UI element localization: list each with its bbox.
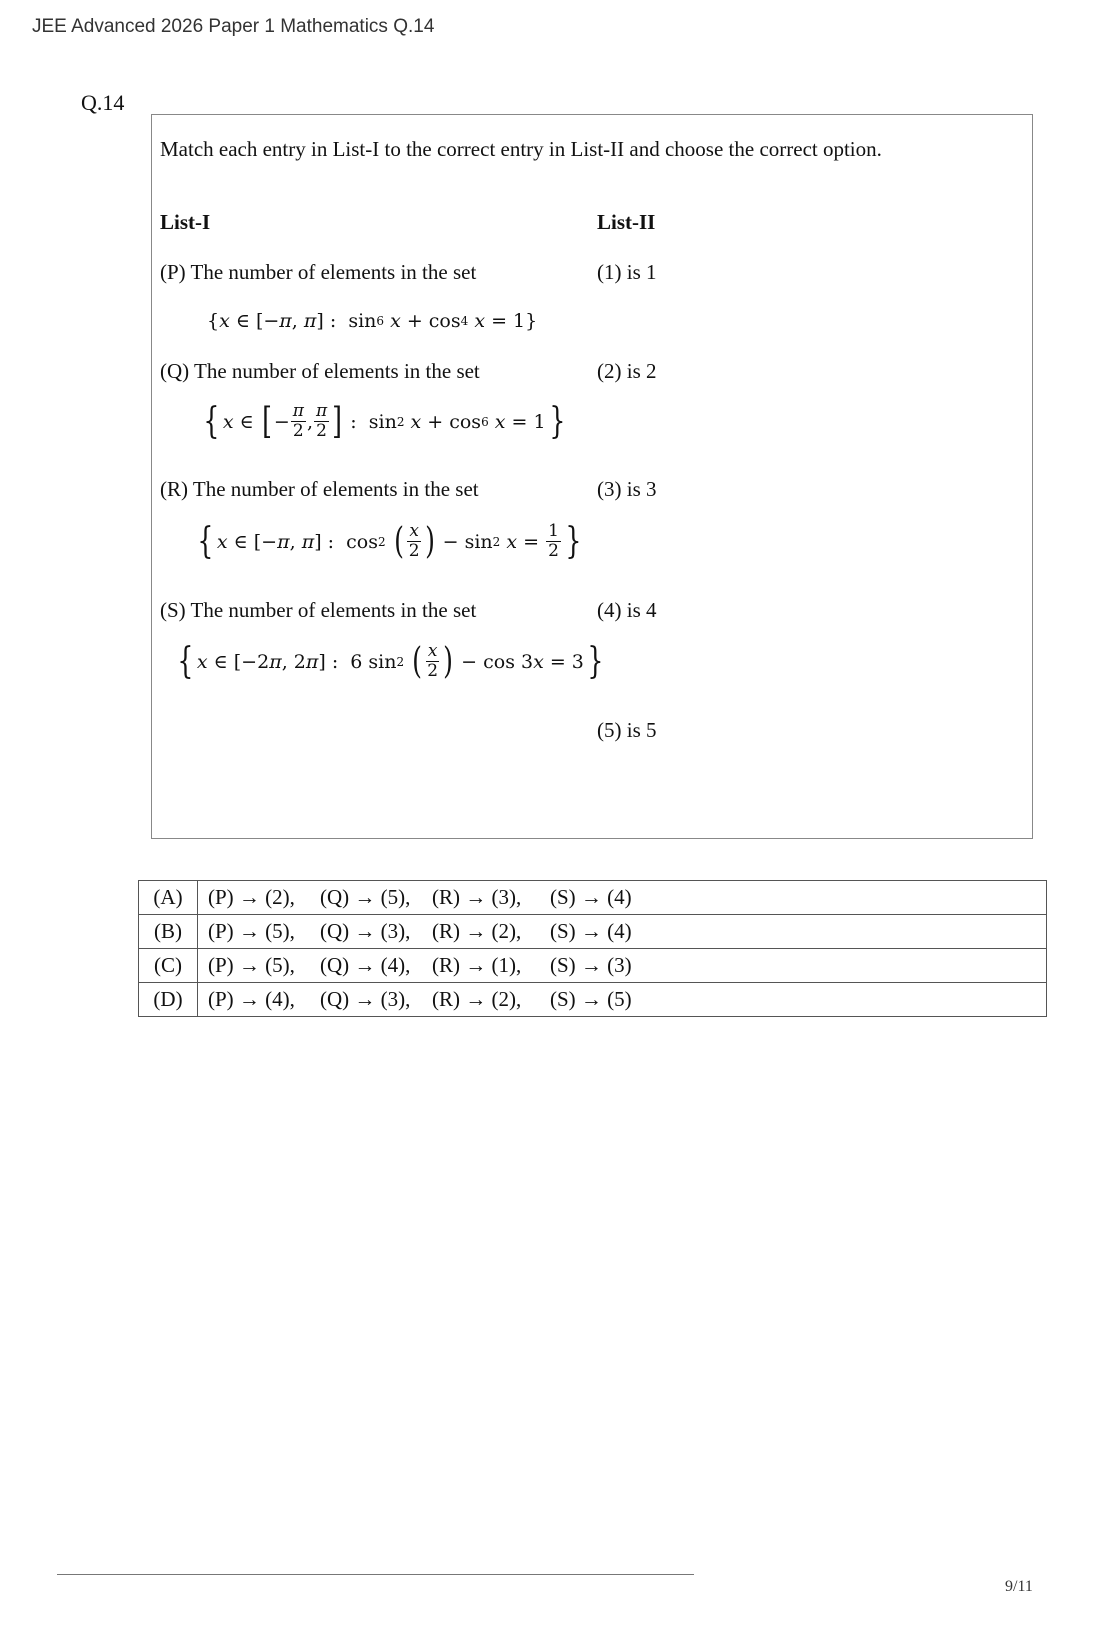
option-label: (C) — [139, 949, 198, 983]
list2-item-3: (3) is 3 — [597, 477, 657, 501]
option-row-a[interactable] — [139, 881, 1047, 915]
list1-item-q: (Q) The number of elements in the set — [160, 359, 480, 383]
option-mapping: (P) → (5), (Q) → (3), (R) → (2), (S) → (4) — [198, 915, 1047, 949]
list1-item-s: (S) The number of elements in the set — [160, 598, 477, 622]
footer-divider — [57, 1574, 694, 1575]
set-p: { x ∈ [− π , π ] : sin 6 x + cos 4 x = 1} — [207, 310, 538, 332]
question-number: Q.14 — [81, 90, 125, 115]
page-number: 9/11 — [1005, 1578, 1033, 1595]
question-intro: Match each entry in List-I to the correct entry in List-II and choose the correct option. — [160, 137, 882, 161]
question-box — [151, 114, 1033, 839]
option-row-b[interactable] — [139, 915, 1047, 949]
list2-item-4: (4) is 4 — [597, 598, 657, 622]
option-label: (A) — [139, 881, 198, 915]
option-mapping: (P) → (4), (Q) → (3), (R) → (2), (S) → (5) — [198, 983, 1047, 1017]
option-row-c[interactable] — [139, 949, 1047, 983]
list1-item-p: (P) The number of elements in the set — [160, 260, 477, 284]
option-mapping: (P) → (5), (Q) → (4), (R) → (1), (S) → (3) — [198, 949, 1047, 983]
set-r: { x ∈ [− π , π ] : cos 2 ( $\frac{x}{2}$ ) − sin 2 x = $\frac{1}{2}$ } — [197, 520, 582, 562]
option-row-d[interactable] — [139, 983, 1047, 1017]
options-table — [138, 880, 1047, 1017]
list2-item-2: (2) is 2 — [597, 359, 657, 383]
option-label: (B) — [139, 915, 198, 949]
set-s: { x ∈ [−2 π , 2 π ] : 6 sin 2 ( $\frac{x}{2}$ ) − cos 3 x = 3 } — [177, 640, 604, 682]
option-mapping: (P) → (2), (Q) → (5), (R) → (3), (S) → (4) — [198, 881, 1047, 915]
list1-item-r: (R) The number of elements in the set — [160, 477, 479, 501]
list2-item-5: (5) is 5 — [597, 718, 657, 742]
list2-item-1: (1) is 1 — [597, 260, 657, 284]
set-q: { x ∈ [ − $\frac{\pi}{2}$ , $\frac{\pi}{2}$ ] : sin 2 x + cos 6 x = 1 } — [203, 400, 566, 442]
list1-heading: List-I — [160, 210, 211, 234]
list2-heading: List-II — [597, 210, 656, 234]
option-label: (D) — [139, 983, 198, 1017]
page-header: JEE Advanced 2026 Paper 1 Mathematics Q.14 — [32, 16, 435, 37]
